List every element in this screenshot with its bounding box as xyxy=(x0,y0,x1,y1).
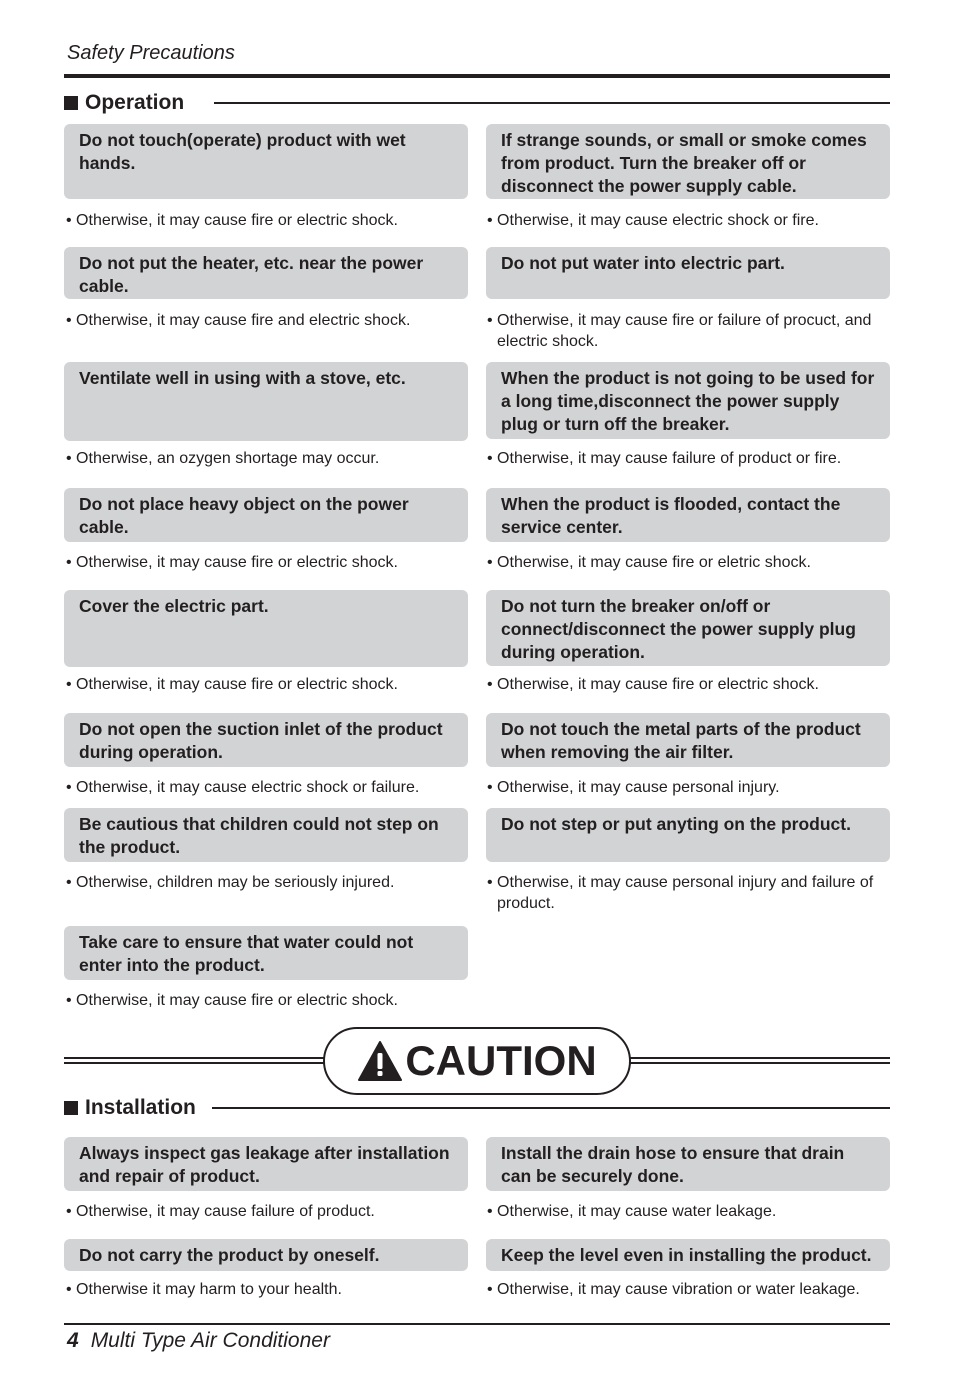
warning-triangle-icon xyxy=(357,1040,403,1082)
warning-box: Cover the electric part. xyxy=(64,590,468,667)
warning-box: Do not step or put anyting on the product. xyxy=(486,808,890,862)
warning-note: • Otherwise, it may cause electric shock or failure. xyxy=(66,779,420,796)
warning-note: • Otherwise, it may cause fire or eletric shock. xyxy=(487,554,811,571)
warning-box: Be cautious that children could not step on the product. xyxy=(64,808,468,862)
installation-heading xyxy=(64,1096,196,1120)
warning-box: Do not turn the breaker on/off or connect/disconnect the power supply plug during operation. xyxy=(486,590,890,666)
warning-note: • Otherwise, it may cause personal injury and failure of product. xyxy=(487,874,874,912)
warning-box: When the product is flooded, contact the service center. xyxy=(486,488,890,542)
caution-banner xyxy=(323,1027,631,1095)
warning-note: • Otherwise, it may cause personal injury. xyxy=(487,779,780,796)
warning-note: • Otherwise it may harm to your health. xyxy=(66,1281,342,1298)
operation-heading xyxy=(64,91,184,115)
warning-note: • Otherwise, it may cause fire or electric shock. xyxy=(487,676,819,693)
warning-box: Do not put water into electric part. xyxy=(486,247,890,299)
warning-note: • Otherwise, it may cause fire or electric shock. xyxy=(66,676,398,693)
warning-box: Install the drain hose to ensure that drain can be securely done. xyxy=(486,1137,890,1191)
footer-title: Multi Type Air Conditioner xyxy=(90,1329,330,1352)
header-rule xyxy=(64,74,890,78)
warning-note: • Otherwise, it may cause failure of product or fire. xyxy=(487,450,842,467)
warning-box: Do not place heavy object on the power cable. xyxy=(64,488,468,542)
warning-note: • Otherwise, it may cause fire or electric shock. xyxy=(66,554,398,571)
warning-box: Always inspect gas leakage after installation and repair of product. xyxy=(64,1137,468,1191)
page-footer xyxy=(67,1329,330,1353)
warning-box: Take care to ensure that water could not enter into the product. xyxy=(64,926,468,980)
warning-note: • Otherwise, an ozygen shortage may occur. xyxy=(66,450,380,467)
warning-note: • Otherwise, it may cause fire or electric shock. xyxy=(66,212,398,229)
warning-box: If strange sounds, or small or smoke comes from product. Turn the breaker off or disconnect the power supply cable. xyxy=(486,124,890,199)
warning-box: Do not touch(operate) product with wet hands. xyxy=(64,124,468,199)
warning-note: • Otherwise, it may cause fire or electric shock. xyxy=(66,992,398,1009)
warning-box: Do not put the heater, etc. near the power cable. xyxy=(64,247,468,299)
warning-box: When the product is not going to be used for a long time,disconnect the power supply plug or turn off the breaker. xyxy=(486,362,890,439)
warning-note: • Otherwise, it may cause fire and electric shock. xyxy=(66,312,411,329)
installation-title: Installation xyxy=(85,1096,196,1119)
warning-box: Do not carry the product by oneself. xyxy=(64,1239,468,1271)
installation-heading-rule xyxy=(212,1107,890,1109)
warning-note: • Otherwise, it may cause vibration or water leakage. xyxy=(487,1281,860,1298)
warning-box: Do not open the suction inlet of the product during operation. xyxy=(64,713,468,767)
warning-box: Do not touch the metal parts of the product when removing the air filter. xyxy=(486,713,890,767)
section-square-icon xyxy=(64,96,78,110)
warning-note: • Otherwise, children may be seriously injured. xyxy=(66,874,395,891)
caution-rule-left xyxy=(64,1057,326,1064)
warning-box: Keep the level even in installing the product. xyxy=(486,1239,890,1271)
page-number: 4 xyxy=(67,1329,79,1352)
warning-note: • Otherwise, it may cause fire or failure of procuct, and electric shock. xyxy=(487,312,872,350)
running-header: Safety Precautions xyxy=(67,42,235,64)
footer-rule xyxy=(64,1323,890,1325)
warning-note: • Otherwise, it may cause failure of product. xyxy=(66,1203,375,1220)
caution-rule-right xyxy=(628,1057,890,1064)
warning-box: Ventilate well in using with a stove, etc. xyxy=(64,362,468,441)
operation-title: Operation xyxy=(85,91,185,114)
operation-heading-rule xyxy=(214,102,890,104)
warning-note: • Otherwise, it may cause water leakage. xyxy=(487,1203,777,1220)
warning-note: • Otherwise, it may cause electric shock or fire. xyxy=(487,212,819,229)
caution-label: CAUTION xyxy=(405,1037,597,1084)
section-square-icon xyxy=(64,1101,78,1115)
